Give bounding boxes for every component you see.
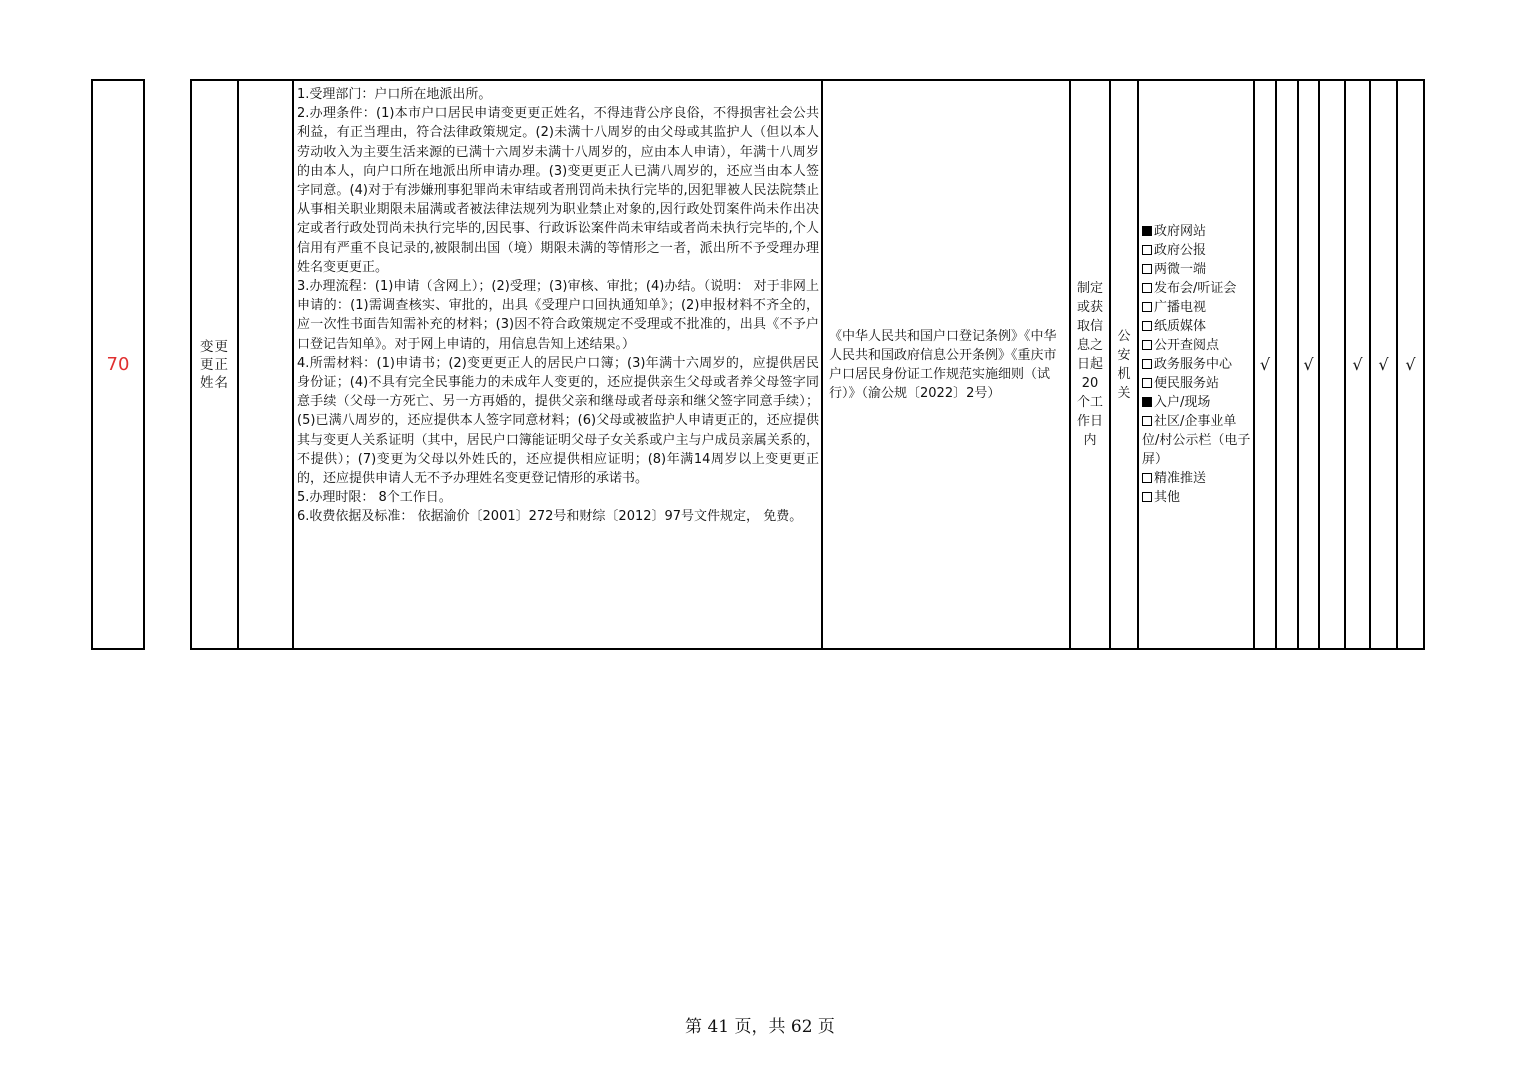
item-name-cell xyxy=(190,79,237,650)
time-limit-cell xyxy=(1069,79,1109,650)
channel-label: 精准推送 xyxy=(1154,471,1207,486)
time-limit-text: 制定或获取信息之日起20个工作日内 xyxy=(1076,281,1103,448)
channel-label: 其他 xyxy=(1154,490,1181,505)
channel-label: 政务服务中心 xyxy=(1154,357,1233,372)
check-cell xyxy=(1275,79,1297,650)
unchecked-box-icon xyxy=(1142,283,1152,293)
check-cell xyxy=(1318,79,1344,650)
row-number: 70 xyxy=(91,79,145,650)
channel-label: 两微一端 xyxy=(1154,262,1207,277)
channel-label: 公开查阅点 xyxy=(1154,338,1220,353)
content-paragraph: 5.办理时限： 8个工作日。 xyxy=(297,490,452,506)
channel-item xyxy=(1142,393,1251,412)
channel-item xyxy=(1142,336,1251,355)
channel-item xyxy=(1142,260,1251,279)
item-name: 变更更正姓名 xyxy=(200,338,229,391)
unchecked-box-icon xyxy=(1142,302,1152,312)
channel-item xyxy=(1142,374,1251,393)
unchecked-box-icon xyxy=(1142,416,1152,426)
check-cell: √ xyxy=(1297,79,1318,650)
unchecked-box-icon xyxy=(1142,378,1152,388)
content-paragraph: 4.所需材料：(1)申请书；(2)变更更正人的居民户口簿；(3)年满十六周岁的，应提供居民身份证；(4)不具有完全民事能力的未成年人变更的，还应提供亲生父母或者养父母签字同意手续（父母一方死亡、另一方再婚的，提供父亲和继母或者母亲和继父签字同意手续）；(5)已满八周岁的，还应提供本人签字同意材料；(6)父母或被监护人申请更正的，还应提供其与变更人关系证明（其中，居民户口簿能证明父母子女关系或户主与户成员亲属关系的，不提供）；(7)变更为父母以外姓氏的，还应提供相应证明；(8)年满14周岁以上变更更正的，还应提供申请人无不予办理姓名变更登记情形的承诺书。 xyxy=(297,355,819,487)
unchecked-box-icon xyxy=(1142,321,1152,331)
unchecked-box-icon xyxy=(1142,492,1152,502)
basis-text: 《中华人民共和国户口登记条例》《中华人民共和国政府信息公开条例》《重庆市户口居民身份证工作规范实施细则（试行）》（渝公规〔2022〕2号） xyxy=(829,328,1057,401)
content-cell xyxy=(292,79,821,650)
channel-item xyxy=(1142,355,1251,374)
checked-box-icon xyxy=(1142,397,1152,407)
content-paragraph: 1.受理部门：户口所在地派出所。 xyxy=(297,87,492,102)
subject-cell xyxy=(1109,79,1137,650)
channel-item xyxy=(1142,488,1251,507)
channel-item xyxy=(1142,241,1251,260)
check-cell: √ xyxy=(1253,79,1275,650)
channel-item xyxy=(1142,469,1251,488)
unchecked-box-icon xyxy=(1142,359,1152,369)
channel-item xyxy=(1142,412,1251,469)
channel-label: 社区/企事业单位/村公示栏（电子屏） xyxy=(1142,414,1251,467)
check-cell: √ xyxy=(1344,79,1369,650)
channel-label: 便民服务站 xyxy=(1154,376,1220,391)
checked-box-icon xyxy=(1142,226,1152,236)
basis-cell xyxy=(821,79,1069,650)
channels-cell xyxy=(1137,79,1253,650)
unchecked-box-icon xyxy=(1142,245,1152,255)
check-cell: √ xyxy=(1369,79,1396,650)
channel-label: 广播电视 xyxy=(1154,300,1207,315)
channel-list xyxy=(1142,222,1251,507)
channel-label: 入户/现场 xyxy=(1154,395,1211,410)
channel-item xyxy=(1142,317,1251,336)
subject-text: 公安机关 xyxy=(1117,328,1131,401)
channel-label: 纸质媒体 xyxy=(1154,319,1207,334)
content-paragraph: 3.办理流程：(1)申请（含网上）；(2)受理；(3)审核、审批；(4)办结。（说明： 对于非网上申请的：(1)需调查核实、审批的，出具《受理户口回执通知单》；(2)申报材料不齐全的，应一次性书面告知需补充的材料；(3)因不符合政策规定不受理或不批准的，出具《不予户口登记告知单》。对于网上申请的，用信息告知上述结果。） xyxy=(297,279,819,352)
unchecked-box-icon xyxy=(1142,340,1152,350)
unchecked-box-icon xyxy=(1142,264,1152,274)
channel-item xyxy=(1142,279,1251,298)
page-footer: 第 41 页，共 62 页 xyxy=(685,1017,835,1037)
blank-column xyxy=(237,79,292,650)
channel-item xyxy=(1142,222,1251,241)
content-paragraph: 2.办理条件：(1)本市户口居民申请变更更正姓名，不得违背公序良俗，不得损害社会公共利益，有正当理由，符合法律政策规定。(2)未满十八周岁的由父母或其监护人（但以本人劳动收入为主要生活来源的已满十六周岁未满十八周岁的，应由本人申请），年满十八周岁的由本人，向户口所在地派出所申请办理。(3)变更更正人已满八周岁的，还应当由本人签字同意。(4)对于有涉嫌刑事犯罪尚未审结或者刑罚尚未执行完毕的,因犯罪被人民法院禁止从事相关职业期限未届满或者被法律法规列为职业禁止对象的,因行政处罚案件尚未作出决定或者行政处罚尚未执行完毕的,因民事、行政诉讼案件尚未审结或者尚未执行完毕的,个人信用有严重不良记录的,被限制出国（境）期限未满的等情形之一者，派出所不予受理办理姓名变更更正。 xyxy=(297,106,819,275)
check-cell: √ xyxy=(1396,79,1425,650)
unchecked-box-icon xyxy=(1142,473,1152,483)
channel-label: 政府网站 xyxy=(1154,224,1207,239)
content-paragraph: 6.收费依据及标准： 依据渝价〔2001〕272号和财综〔2012〕97号文件规定， 免费。 xyxy=(297,509,803,525)
channel-label: 政府公报 xyxy=(1154,243,1207,258)
channel-label: 发布会/听证会 xyxy=(1154,281,1237,296)
channel-item xyxy=(1142,298,1251,317)
